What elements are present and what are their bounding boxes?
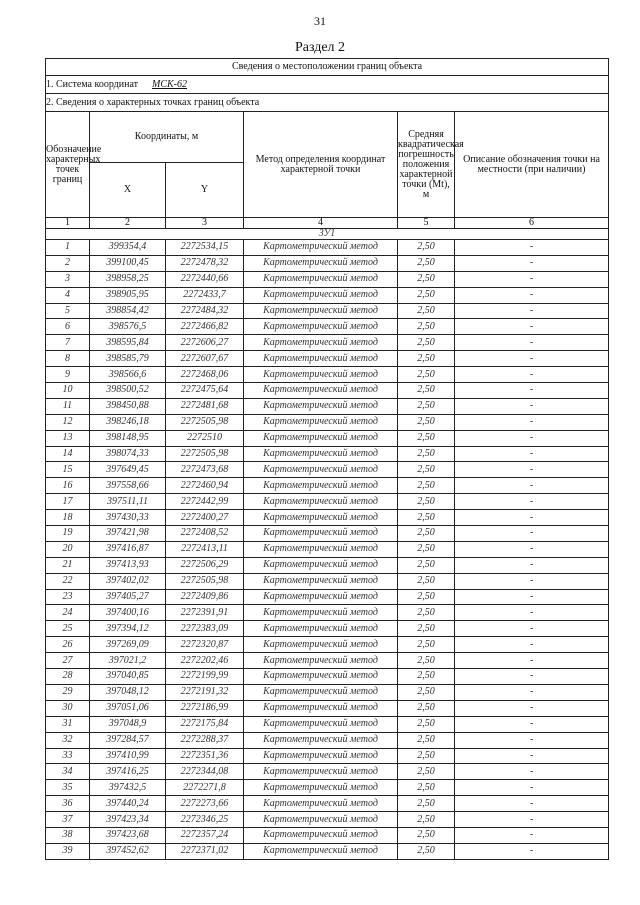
point-number-cell: 35 [46, 780, 90, 796]
table-row [46, 653, 609, 669]
point-number-cell: 13 [46, 430, 90, 446]
accuracy-cell: 2,50 [398, 287, 455, 303]
point-number-cell: 15 [46, 462, 90, 478]
method-cell: Картометрический метод [244, 700, 398, 716]
coord-y-cell: 2272344,08 [166, 764, 244, 780]
coord-x-cell: 397400,16 [90, 605, 166, 621]
coord-x-cell: 398246,18 [90, 414, 166, 430]
coord-x-cell: 397558,66 [90, 478, 166, 494]
coord-y-cell: 2272466,82 [166, 319, 244, 335]
point-number-cell: 19 [46, 526, 90, 542]
table-row [46, 700, 609, 716]
table-row [46, 446, 609, 462]
table-row [46, 494, 609, 510]
coordinate-system-value: МСК-62 [152, 78, 188, 90]
coord-x-cell: 397416,87 [90, 541, 166, 557]
accuracy-cell: 2,50 [398, 605, 455, 621]
method-cell: Картометрический метод [244, 637, 398, 653]
coord-y-cell: 2272534,15 [166, 240, 244, 256]
accuracy-cell: 2,50 [398, 462, 455, 478]
point-number-cell: 23 [46, 589, 90, 605]
coord-x-cell: 399354,4 [90, 240, 166, 256]
accuracy-cell: 2,50 [398, 510, 455, 526]
coord-y-cell: 2272468,06 [166, 367, 244, 383]
col-y-header: Y [166, 163, 244, 218]
coord-x-cell: 397511,11 [90, 494, 166, 510]
coord-x-cell: 397423,34 [90, 812, 166, 828]
point-number-cell: 32 [46, 732, 90, 748]
table-row [46, 621, 609, 637]
description-cell: - [455, 255, 609, 271]
method-cell: Картометрический метод [244, 748, 398, 764]
description-cell: - [455, 478, 609, 494]
accuracy-cell: 2,50 [398, 319, 455, 335]
method-cell: Картометрический метод [244, 240, 398, 256]
accuracy-cell: 2,50 [398, 700, 455, 716]
description-cell: - [455, 716, 609, 732]
method-cell: Картометрический метод [244, 398, 398, 414]
coord-y-cell: 2272202,46 [166, 653, 244, 669]
table-row [46, 557, 609, 573]
point-number-cell: 11 [46, 398, 90, 414]
coord-y-cell: 2272505,98 [166, 414, 244, 430]
method-cell: Картометрический метод [244, 478, 398, 494]
coord-x-cell: 397051,06 [90, 700, 166, 716]
method-cell: Картометрический метод [244, 541, 398, 557]
description-cell: - [455, 796, 609, 812]
method-cell: Картометрический метод [244, 573, 398, 589]
description-cell: - [455, 700, 609, 716]
accuracy-cell: 2,50 [398, 621, 455, 637]
coord-y-cell: 2272505,98 [166, 573, 244, 589]
col-number-4: 4 [244, 218, 398, 229]
coord-x-cell: 398074,33 [90, 446, 166, 462]
description-cell: - [455, 637, 609, 653]
description-cell: - [455, 541, 609, 557]
point-number-cell: 29 [46, 684, 90, 700]
coord-x-cell: 397040,85 [90, 669, 166, 685]
col-designation-header: Обозначение характерных точек границ [46, 112, 90, 218]
accuracy-cell: 2,50 [398, 446, 455, 462]
coord-y-cell: 2272475,64 [166, 383, 244, 399]
description-cell: - [455, 303, 609, 319]
accuracy-cell: 2,50 [398, 303, 455, 319]
accuracy-cell: 2,50 [398, 494, 455, 510]
accuracy-cell: 2,50 [398, 541, 455, 557]
coord-y-cell: 2272391,91 [166, 605, 244, 621]
accuracy-cell: 2,50 [398, 589, 455, 605]
coord-x-cell: 397410,99 [90, 748, 166, 764]
table-row [46, 780, 609, 796]
col-number-3: 3 [166, 218, 244, 229]
point-number-cell: 20 [46, 541, 90, 557]
method-cell: Картометрический метод [244, 287, 398, 303]
table-row [46, 383, 609, 399]
coord-x-cell: 397405,27 [90, 589, 166, 605]
coord-y-cell: 2272473,68 [166, 462, 244, 478]
table-row [46, 367, 609, 383]
coord-x-cell: 398585,79 [90, 351, 166, 367]
coordinate-system-label: 1. Система координат [46, 78, 139, 90]
point-number-cell: 28 [46, 669, 90, 685]
coord-y-cell: 2272271,8 [166, 780, 244, 796]
table-row [46, 796, 609, 812]
coord-x-cell: 399100,45 [90, 255, 166, 271]
coord-x-cell: 397416,25 [90, 764, 166, 780]
coord-y-cell: 2272346,25 [166, 812, 244, 828]
coord-y-cell: 2272199,99 [166, 669, 244, 685]
point-number-cell: 21 [46, 557, 90, 573]
method-cell: Картометрический метод [244, 494, 398, 510]
accuracy-cell: 2,50 [398, 240, 455, 256]
method-cell: Картометрический метод [244, 510, 398, 526]
accuracy-cell: 2,50 [398, 669, 455, 685]
description-cell: - [455, 843, 609, 859]
coord-x-cell: 397048,12 [90, 684, 166, 700]
coord-y-cell: 2272606,27 [166, 335, 244, 351]
coord-y-cell: 2272409,86 [166, 589, 244, 605]
table-row [46, 335, 609, 351]
col-description-header: Описание обозначения точки на местности (при наличии) [455, 112, 609, 218]
description-cell: - [455, 732, 609, 748]
col-number-6: 6 [455, 218, 609, 229]
coord-x-cell: 397421,98 [90, 526, 166, 542]
method-cell: Картометрический метод [244, 557, 398, 573]
method-cell: Картометрический метод [244, 669, 398, 685]
coord-x-cell: 397440,24 [90, 796, 166, 812]
point-number-cell: 26 [46, 637, 90, 653]
coord-y-cell: 2272371,02 [166, 843, 244, 859]
description-cell: - [455, 398, 609, 414]
table-row [46, 589, 609, 605]
method-cell: Картометрический метод [244, 335, 398, 351]
accuracy-cell: 2,50 [398, 414, 455, 430]
description-cell: - [455, 271, 609, 287]
description-cell: - [455, 414, 609, 430]
point-number-cell: 10 [46, 383, 90, 399]
table-row [46, 526, 609, 542]
table-row [46, 764, 609, 780]
method-cell: Картометрический метод [244, 271, 398, 287]
coord-y-cell: 2272478,32 [166, 255, 244, 271]
method-cell: Картометрический метод [244, 430, 398, 446]
accuracy-cell: 2,50 [398, 383, 455, 399]
method-cell: Картометрический метод [244, 446, 398, 462]
method-cell: Картометрический метод [244, 716, 398, 732]
accuracy-cell: 2,50 [398, 271, 455, 287]
accuracy-cell: 2,50 [398, 430, 455, 446]
description-cell: - [455, 287, 609, 303]
accuracy-cell: 2,50 [398, 684, 455, 700]
method-cell: Картометрический метод [244, 367, 398, 383]
point-number-cell: 24 [46, 605, 90, 621]
point-number-cell: 36 [46, 796, 90, 812]
description-cell: - [455, 653, 609, 669]
point-number-cell: 5 [46, 303, 90, 319]
point-number-cell: 38 [46, 827, 90, 843]
col-accuracy-header: Средняя квадратическая погрешность положения характерной точки (Mt), м [398, 112, 455, 218]
col-x-header: X [90, 163, 166, 218]
coord-y-cell: 2272413,11 [166, 541, 244, 557]
point-number-cell: 37 [46, 812, 90, 828]
point-number-cell: 3 [46, 271, 90, 287]
coord-y-cell: 2272191,32 [166, 684, 244, 700]
coord-x-cell: 398148,95 [90, 430, 166, 446]
description-cell: - [455, 430, 609, 446]
table-row [46, 605, 609, 621]
point-number-cell: 18 [46, 510, 90, 526]
point-number-cell: 2 [46, 255, 90, 271]
description-cell: - [455, 319, 609, 335]
accuracy-cell: 2,50 [398, 796, 455, 812]
method-cell: Картометрический метод [244, 843, 398, 859]
coord-y-cell: 2272460,94 [166, 478, 244, 494]
description-cell: - [455, 827, 609, 843]
method-cell: Картометрический метод [244, 462, 398, 478]
description-cell: - [455, 764, 609, 780]
coord-y-cell: 2272607,67 [166, 351, 244, 367]
table-row [46, 812, 609, 828]
coord-x-cell: 397430,33 [90, 510, 166, 526]
table-row [46, 827, 609, 843]
accuracy-cell: 2,50 [398, 843, 455, 859]
description-cell: - [455, 748, 609, 764]
description-cell: - [455, 812, 609, 828]
table-row [46, 303, 609, 319]
col-number-5: 5 [398, 218, 455, 229]
point-number-cell: 33 [46, 748, 90, 764]
method-cell: Картометрический метод [244, 255, 398, 271]
accuracy-cell: 2,50 [398, 478, 455, 494]
page-number: 31 [314, 14, 326, 28]
accuracy-cell: 2,50 [398, 526, 455, 542]
description-cell: - [455, 240, 609, 256]
table-row [46, 478, 609, 494]
point-number-cell: 27 [46, 653, 90, 669]
points-info-label: 2. Сведения о характерных точках границ объекта [46, 94, 609, 112]
col-number-2: 2 [90, 218, 166, 229]
point-number-cell: 6 [46, 319, 90, 335]
description-cell: - [455, 557, 609, 573]
point-number-cell: 12 [46, 414, 90, 430]
table-row [46, 319, 609, 335]
accuracy-cell: 2,50 [398, 812, 455, 828]
coord-x-cell: 398566,6 [90, 367, 166, 383]
accuracy-cell: 2,50 [398, 557, 455, 573]
coord-y-cell: 2272186,99 [166, 700, 244, 716]
coord-x-cell: 397432,5 [90, 780, 166, 796]
method-cell: Картометрический метод [244, 780, 398, 796]
coord-x-cell: 397413,93 [90, 557, 166, 573]
table-row [46, 287, 609, 303]
point-number-cell: 8 [46, 351, 90, 367]
description-cell: - [455, 780, 609, 796]
method-cell: Картометрический метод [244, 351, 398, 367]
table-header: Сведения о местоположении границ объекта [46, 59, 609, 76]
point-number-cell: 22 [46, 573, 90, 589]
table-row [46, 637, 609, 653]
table-row [46, 510, 609, 526]
method-cell: Картометрический метод [244, 526, 398, 542]
table-row [46, 669, 609, 685]
point-number-cell: 30 [46, 700, 90, 716]
accuracy-cell: 2,50 [398, 827, 455, 843]
method-cell: Картометрический метод [244, 764, 398, 780]
coord-x-cell: 397048,9 [90, 716, 166, 732]
accuracy-cell: 2,50 [398, 335, 455, 351]
point-number-cell: 9 [46, 367, 90, 383]
description-cell: - [455, 335, 609, 351]
point-number-cell: 17 [46, 494, 90, 510]
description-cell: - [455, 510, 609, 526]
coord-y-cell: 2272481,68 [166, 398, 244, 414]
description-cell: - [455, 367, 609, 383]
method-cell: Картометрический метод [244, 383, 398, 399]
coord-x-cell: 397402,02 [90, 573, 166, 589]
method-cell: Картометрический метод [244, 796, 398, 812]
coord-y-cell: 2272383,09 [166, 621, 244, 637]
coord-x-cell: 398854,42 [90, 303, 166, 319]
zone-label: ЗУ1 [46, 229, 609, 240]
coord-y-cell: 2272175,84 [166, 716, 244, 732]
point-number-cell: 7 [46, 335, 90, 351]
coord-x-cell: 398595,84 [90, 335, 166, 351]
coord-y-cell: 2272400,27 [166, 510, 244, 526]
coord-y-cell: 2272273,66 [166, 796, 244, 812]
table-row [46, 541, 609, 557]
coord-y-cell: 2272484,32 [166, 303, 244, 319]
boundary-points-table [45, 58, 609, 860]
coord-x-cell: 397394,12 [90, 621, 166, 637]
coord-x-cell: 397452,62 [90, 843, 166, 859]
description-cell: - [455, 462, 609, 478]
coord-x-cell: 397649,45 [90, 462, 166, 478]
coord-y-cell: 2272510 [166, 430, 244, 446]
description-cell: - [455, 383, 609, 399]
table-row [46, 843, 609, 859]
description-cell: - [455, 669, 609, 685]
coord-y-cell: 2272433,7 [166, 287, 244, 303]
method-cell: Картометрический метод [244, 653, 398, 669]
coord-x-cell: 397284,57 [90, 732, 166, 748]
accuracy-cell: 2,50 [398, 637, 455, 653]
accuracy-cell: 2,50 [398, 367, 455, 383]
table-row [46, 748, 609, 764]
coord-y-cell: 2272440,66 [166, 271, 244, 287]
coord-y-cell: 2272320,87 [166, 637, 244, 653]
accuracy-cell: 2,50 [398, 780, 455, 796]
coord-y-cell: 2272357,24 [166, 827, 244, 843]
table-row [46, 255, 609, 271]
point-number-cell: 34 [46, 764, 90, 780]
coordinate-system-row [46, 76, 609, 94]
description-cell: - [455, 605, 609, 621]
col-number-1: 1 [46, 218, 90, 229]
coord-x-cell: 397423,68 [90, 827, 166, 843]
method-cell: Картометрический метод [244, 732, 398, 748]
table-row [46, 240, 609, 256]
description-cell: - [455, 589, 609, 605]
coord-x-cell: 398905,95 [90, 287, 166, 303]
coord-x-cell: 397269,09 [90, 637, 166, 653]
method-cell: Картометрический метод [244, 684, 398, 700]
point-number-cell: 31 [46, 716, 90, 732]
accuracy-cell: 2,50 [398, 255, 455, 271]
accuracy-cell: 2,50 [398, 732, 455, 748]
coord-y-cell: 2272408,52 [166, 526, 244, 542]
coord-y-cell: 2272442,99 [166, 494, 244, 510]
table-row [46, 732, 609, 748]
point-number-cell: 14 [46, 446, 90, 462]
coord-x-cell: 397021,2 [90, 653, 166, 669]
method-cell: Картометрический метод [244, 605, 398, 621]
table-row [46, 573, 609, 589]
method-cell: Картометрический метод [244, 812, 398, 828]
description-cell: - [455, 621, 609, 637]
coord-y-cell: 2272351,36 [166, 748, 244, 764]
accuracy-cell: 2,50 [398, 653, 455, 669]
point-number-cell: 39 [46, 843, 90, 859]
coord-y-cell: 2272288,37 [166, 732, 244, 748]
description-cell: - [455, 684, 609, 700]
description-cell: - [455, 494, 609, 510]
description-cell: - [455, 573, 609, 589]
table-row [46, 462, 609, 478]
accuracy-cell: 2,50 [398, 748, 455, 764]
method-cell: Картометрический метод [244, 827, 398, 843]
description-cell: - [455, 526, 609, 542]
table-row [46, 716, 609, 732]
section-title: Раздел 2 [294, 40, 346, 55]
coord-x-cell: 398576,5 [90, 319, 166, 335]
accuracy-cell: 2,50 [398, 573, 455, 589]
accuracy-cell: 2,50 [398, 351, 455, 367]
col-method-header: Метод определения координат характерной точки [244, 112, 398, 218]
method-cell: Картометрический метод [244, 621, 398, 637]
description-cell: - [455, 446, 609, 462]
accuracy-cell: 2,50 [398, 398, 455, 414]
table-row [46, 351, 609, 367]
coord-x-cell: 398958,25 [90, 271, 166, 287]
table-row [46, 684, 609, 700]
coord-x-cell: 398450,88 [90, 398, 166, 414]
method-cell: Картометрический метод [244, 589, 398, 605]
coord-x-cell: 398500,52 [90, 383, 166, 399]
col-coordinates-header: Координаты, м [90, 112, 244, 163]
point-number-cell: 1 [46, 240, 90, 256]
table-row [46, 398, 609, 414]
point-number-cell: 4 [46, 287, 90, 303]
table-row [46, 271, 609, 287]
accuracy-cell: 2,50 [398, 764, 455, 780]
method-cell: Картометрический метод [244, 319, 398, 335]
method-cell: Картометрический метод [244, 303, 398, 319]
method-cell: Картометрический метод [244, 414, 398, 430]
description-cell: - [455, 351, 609, 367]
accuracy-cell: 2,50 [398, 716, 455, 732]
point-number-cell: 16 [46, 478, 90, 494]
table-row [46, 414, 609, 430]
point-number-cell: 25 [46, 621, 90, 637]
coord-y-cell: 2272505,98 [166, 446, 244, 462]
coord-y-cell: 2272506,29 [166, 557, 244, 573]
table-row [46, 430, 609, 446]
